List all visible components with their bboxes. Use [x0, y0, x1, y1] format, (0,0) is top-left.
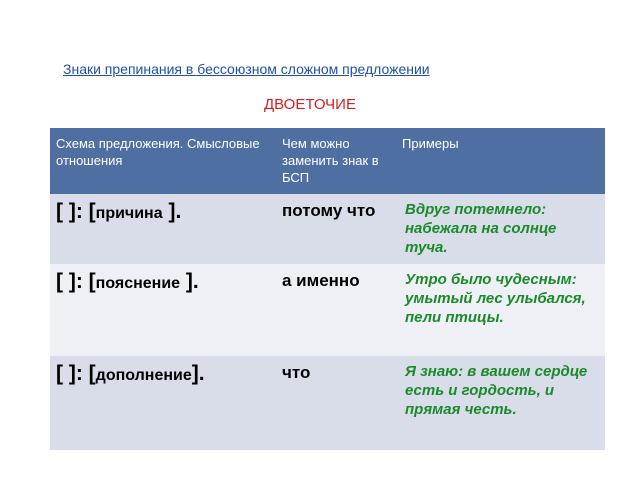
scheme-suffix: ]. [191, 362, 205, 385]
scheme-word: дополнение [95, 367, 192, 384]
scheme-prefix: [ ]: [ [56, 362, 96, 385]
table-row [50, 194, 605, 264]
replacement-cell: что [282, 363, 311, 382]
example-cell: Утро было чудесным: умытый лес улыбался, пели птицы. [405, 271, 586, 326]
replacement-cell: а именно [282, 271, 360, 290]
scheme-word: причина [95, 205, 163, 222]
example-cell: Вдруг потемнело: набежала на солнце туча. [405, 201, 557, 256]
header-examples: Примеры [402, 136, 459, 151]
scheme-prefix: [ ]: [ [56, 270, 96, 293]
slide-title-link[interactable]: Знаки препинания в бессоюзном сложном предложении [63, 61, 430, 77]
example-cell: Я знаю: в вашем сердце есть и гордость, и прямая честь. [405, 363, 588, 418]
scheme-cell [50, 356, 276, 450]
scheme-word: пояснение [95, 275, 181, 292]
table-row [50, 264, 605, 356]
table-header-row [50, 128, 605, 194]
slide-subtitle: ДВОЕТОЧИЕ [264, 96, 356, 113]
scheme-suffix: ]. [180, 270, 199, 293]
replacement-cell: потому что [282, 201, 376, 220]
scheme-suffix: ]. [162, 200, 182, 223]
header-replacement: Чем можно заменить знак в БСП [282, 136, 379, 185]
scheme-cell [50, 194, 276, 264]
punctuation-table [50, 128, 605, 450]
scheme-cell [50, 264, 276, 356]
header-scheme: Схема предложения. Смысловые отношения [56, 136, 260, 168]
scheme-prefix: [ ]: [ [56, 200, 96, 223]
table-row [50, 356, 605, 450]
